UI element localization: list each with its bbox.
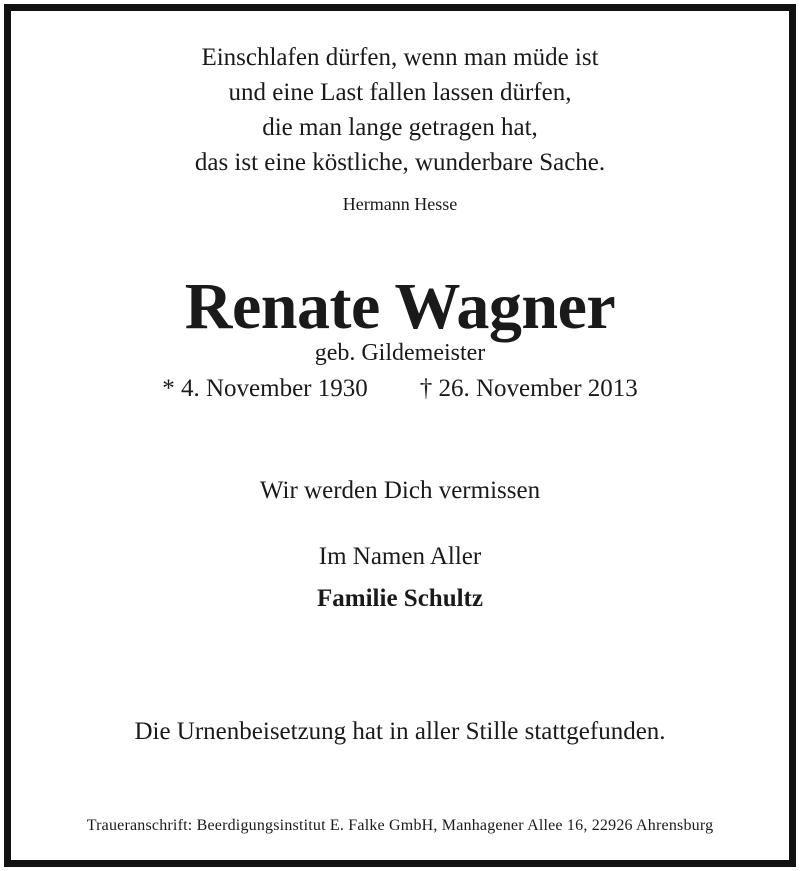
poem-line-3: die man lange getragen hat,	[262, 114, 538, 141]
farewell-message: Wir werden Dich vermissen	[259, 477, 541, 504]
deceased-name: Renate Wagner	[184, 270, 616, 343]
life-dates	[11, 373, 789, 405]
burial-note: Die Urnenbeisetzung hat in aller Stille stattgefunden.	[134, 718, 666, 745]
mourning-address: Traueranschrift: Beerdigungsinstitut E. Falke GmbH, Manhagener Allee 16, 22926 Ahrensburg	[86, 817, 714, 834]
poem-line-4: das ist eine köstliche, wunderbare Sache.	[194, 149, 606, 176]
poem-line-1: Einschlafen dürfen, wenn man müde ist	[201, 44, 599, 71]
signature-family: Familie Schultz	[317, 585, 483, 612]
birth-date: * 4. November 1930	[162, 375, 368, 402]
death-date: † 26. November 2013	[419, 375, 638, 402]
signature-intro: Im Namen Aller	[318, 543, 482, 570]
poem-line-2: und eine Last fallen lassen dürfen,	[228, 79, 572, 106]
obituary-notice	[4, 4, 796, 867]
poem-author: Hermann Hesse	[342, 194, 458, 214]
birth-name: geb. Gildemeister	[314, 340, 486, 366]
